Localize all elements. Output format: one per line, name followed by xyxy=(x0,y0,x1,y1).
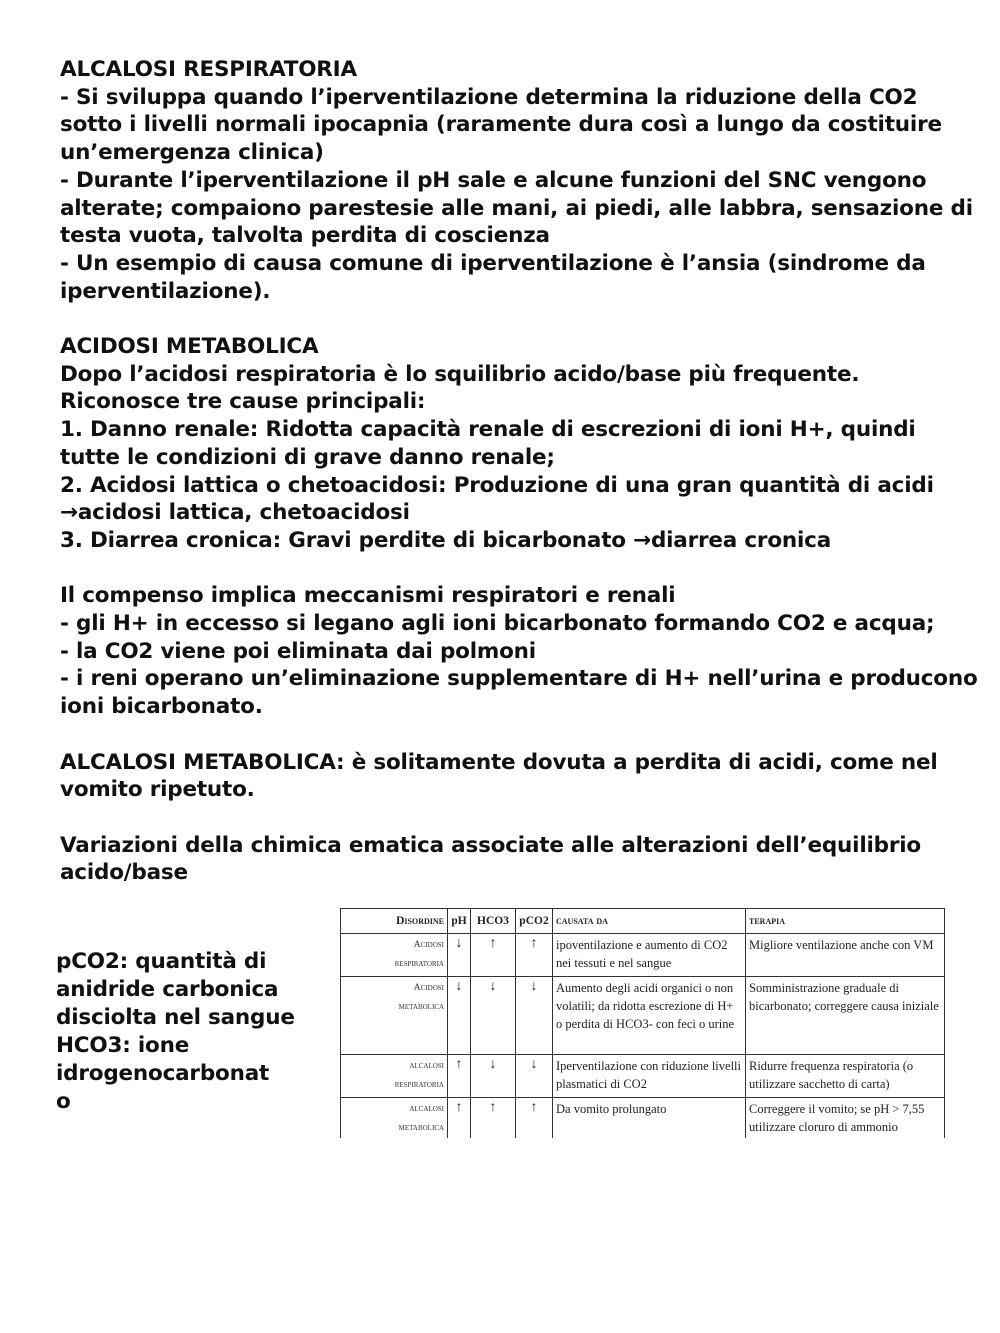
notes-line: - la CO2 viene poi eliminata dai polmoni xyxy=(60,638,536,664)
spacer xyxy=(60,721,940,749)
disordine-line: alcalosi xyxy=(409,1061,444,1071)
disordine-line: alcalosi xyxy=(409,1104,444,1114)
notes-line: acido/base xyxy=(60,860,188,886)
heading-alcalosi-respiratoria: ALCALOSI RESPIRATORIA xyxy=(60,57,357,82)
notes-line: tutte le condizioni di grave danno renale; xyxy=(60,444,555,470)
notes-line: Il compenso implica meccanismi respiratori e renali xyxy=(60,583,676,609)
cell-causa: Iperventilazione con riduzione livelli plasmatici di CO2 xyxy=(553,1055,746,1098)
notes-line-variazioni: Variazioni della chimica ematica associate alle alterazioni dell’equilibrio xyxy=(60,832,921,858)
header-causata-da: causata da xyxy=(553,909,746,934)
disordine-line: respiratoria xyxy=(394,1080,444,1090)
cell-terapia: Somministrazione graduale di bicarbonato; correggere causa iniziale xyxy=(746,977,945,1055)
arrow-up-icon: ↑ xyxy=(471,934,516,977)
main-notes xyxy=(60,56,978,887)
notes-line: un’emergenza clinica) xyxy=(60,140,324,166)
notes-line: vomito ripetuto. xyxy=(60,777,255,803)
arrow-up-icon: ↑ xyxy=(471,1098,516,1139)
side-note-line: disciolta nel sangue xyxy=(56,1005,295,1030)
arrow-up-icon: ↑ xyxy=(448,1098,471,1139)
side-note-line: anidride carbonica xyxy=(56,977,279,1002)
header-pco2: pCO2 xyxy=(516,909,553,934)
notes-line: 1. Danno renale: Ridotta capacità renale di escrezioni di ioni H+, quindi xyxy=(60,417,916,443)
notes-line: alterate; compaiono parestesie alle mani, ai piedi, alle labbra, sensazione di xyxy=(60,195,973,221)
notes-line-alcalosi-metabolica: ALCALOSI METABOLICA: è solitamente dovuta a perdita di acidi, come nel xyxy=(60,749,938,775)
disordine-line: Acidosi xyxy=(413,983,444,993)
arrow-down-icon: ↓ xyxy=(448,934,471,977)
notes-line: - Durante l’iperventilazione il pH sale e alcune funzioni del SNC vengono xyxy=(60,167,927,193)
notes-line: 3. Diarrea cronica: Gravi perdite di bicarbonato →diarrea cronica xyxy=(60,527,832,553)
notes-line: sotto i livelli normali ipocapnia (raramente dura così a lungo da costituire xyxy=(60,112,942,138)
spacer xyxy=(60,555,940,583)
cell-disordine xyxy=(341,977,448,1055)
side-note xyxy=(56,948,296,1116)
notes-line: - Un esempio di causa comune di iperventilazione è l’ansia (sindrome da xyxy=(60,250,926,276)
cell-disordine xyxy=(341,934,448,977)
arrow-down-icon: ↓ xyxy=(471,977,516,1055)
header-hco3: HCO3 xyxy=(471,909,516,934)
disordine-line: metabolica xyxy=(398,1123,444,1133)
heading-acidosi-metabolica: ACIDOSI METABOLICA xyxy=(60,334,319,360)
cell-causa: Aumento degli acidi organici o non volatili; da ridotta escrezione di H+ o perdita di HCO3- con feci o urine xyxy=(553,977,746,1055)
arrow-down-icon: ↓ xyxy=(448,977,471,1055)
notes-line: →acidosi lattica, chetoacidosi xyxy=(60,500,410,526)
cell-disordine xyxy=(341,1098,448,1139)
header-terapia: terapia xyxy=(746,909,945,934)
cell-causa: ipoventilazione e aumento di CO2 nei tessuti e nel sangue xyxy=(553,934,746,977)
table-row xyxy=(341,934,945,977)
disordine-line: respiratoria xyxy=(394,959,444,969)
disordine-line: Acidosi xyxy=(413,940,444,950)
side-note-line: HCO3: ione xyxy=(56,1033,190,1058)
arrow-up-icon: ↑ xyxy=(516,1098,553,1139)
cell-disordine xyxy=(341,1055,448,1098)
side-note-line: o xyxy=(56,1089,71,1114)
spacer xyxy=(60,804,940,832)
cell-terapia: Ridurre frequenza respiratoria (o utilizzare sacchetto di carta) xyxy=(746,1055,945,1098)
notes-line: Dopo l’acidosi respiratoria è lo squilibrio acido/base più frequente. xyxy=(60,361,860,387)
notes-line: - i reni operano un’eliminazione supplementare di H+ nell’urina e producono xyxy=(60,666,978,692)
side-note-line: idrogenocarbonat xyxy=(56,1061,270,1086)
cell-terapia: Correggere il vomito; se pH > 7,55 utilizzare cloruro di ammonio xyxy=(746,1098,945,1139)
cell-causa: Da vomito prolungato xyxy=(553,1098,746,1139)
acid-base-table-image xyxy=(340,908,945,1138)
acid-base-table xyxy=(340,908,945,1138)
header-disordine: Disordine xyxy=(341,909,448,934)
table-row xyxy=(341,1055,945,1098)
side-note-line: pCO2: quantità di xyxy=(56,949,267,974)
table-header-row xyxy=(341,909,945,934)
header-ph: pH xyxy=(448,909,471,934)
arrow-down-icon: ↓ xyxy=(471,1055,516,1098)
disordine-line: metabolica xyxy=(398,1002,444,1012)
notes-line: 2. Acidosi lattica o chetoacidosi: Produzione di una gran quantità di acidi xyxy=(60,472,934,498)
arrow-up-icon: ↑ xyxy=(448,1055,471,1098)
notes-line: - Si sviluppa quando l’iperventilazione determina la riduzione della CO2 xyxy=(60,84,918,110)
notes-line: iperventilazione). xyxy=(60,278,271,304)
table-row xyxy=(341,1098,945,1139)
notes-line: Riconosce tre cause principali: xyxy=(60,389,426,415)
arrow-up-icon: ↑ xyxy=(516,934,553,977)
cell-terapia: Migliore ventilazione anche con VM xyxy=(746,934,945,977)
spacer xyxy=(60,305,940,333)
table-row xyxy=(341,977,945,1055)
arrow-down-icon: ↓ xyxy=(516,1055,553,1098)
arrow-down-icon: ↓ xyxy=(516,977,553,1055)
notes-line: testa vuota, talvolta perdita di coscienza xyxy=(60,223,550,249)
notes-line: - gli H+ in eccesso si legano agli ioni bicarbonato formando CO2 e acqua; xyxy=(60,611,935,637)
notes-line: ioni bicarbonato. xyxy=(60,694,263,720)
